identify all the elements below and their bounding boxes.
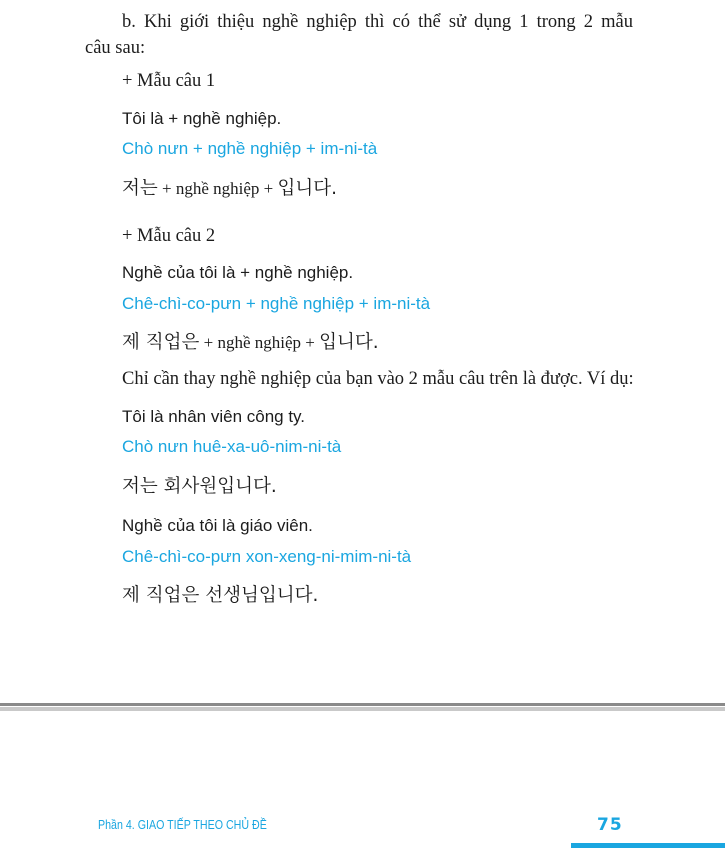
pattern-1-korean-prefix: 저는 [122, 178, 158, 199]
footer-divider-bottom [0, 707, 725, 711]
example-2-pronunciation: Chê-chì-co-pưn xon-xeng-ni-mim-ni-tà [122, 547, 412, 566]
footer-section-title: Phần 4. GIAO TIẾP THEO CHỦ ĐỀ [98, 817, 267, 832]
pattern-1-pronunciation: Chò nưn + nghề nghiệp + im-ni-tà [122, 139, 378, 158]
pattern-2-heading: + Mẫu câu 2 [122, 226, 216, 246]
intro-line-2: câu sau: [85, 38, 146, 58]
pattern-2-korean-prefix: 제 직업은 [122, 332, 200, 353]
pattern-2-pronunciation: Chê-chì-co-pưn + nghề nghiệp + im-ni-tà [122, 294, 431, 313]
page-number: 75 [597, 815, 623, 835]
pattern-1-korean-suffix: 입니다. [277, 178, 337, 199]
pattern-1-korean [122, 174, 337, 200]
pattern-2-korean-suffix: 입니다. [319, 332, 379, 353]
pattern-1-korean-middle: + nghề nghiệp + [157, 179, 278, 198]
example-1-vietnamese: Tôi là nhân viên công ty. [122, 407, 306, 426]
example-1-pronunciation: Chò nưn huê-xa-uô-nim-ni-tà [122, 437, 342, 456]
pattern-1-vietnamese: Tôi là + nghề nghiệp. [122, 109, 282, 128]
example-1-korean: 저는 회사원입니다. [122, 476, 277, 497]
example-2-korean: 제 직업은 선생님입니다. [122, 585, 319, 606]
pattern-2-vietnamese: Nghề của tôi là + nghề nghiệp. [122, 263, 354, 282]
instruction-text: Chỉ cần thay nghề nghiệp của bạn vào 2 mẫu câu trên là được. Ví dụ: [122, 369, 634, 389]
intro-line-1: b. Khi giới thiệu nghề nghiệp thì có thể sử dụng 1 trong 2 mẫu [122, 12, 633, 32]
footer-divider-top [0, 703, 725, 706]
example-2-vietnamese: Nghề của tôi là giáo viên. [122, 516, 313, 535]
page-number-bar [571, 843, 725, 848]
pattern-1-heading: + Mẫu câu 1 [122, 71, 216, 91]
pattern-2-korean [122, 328, 379, 354]
pattern-2-korean-middle: + nghề nghiệp + [199, 333, 320, 352]
